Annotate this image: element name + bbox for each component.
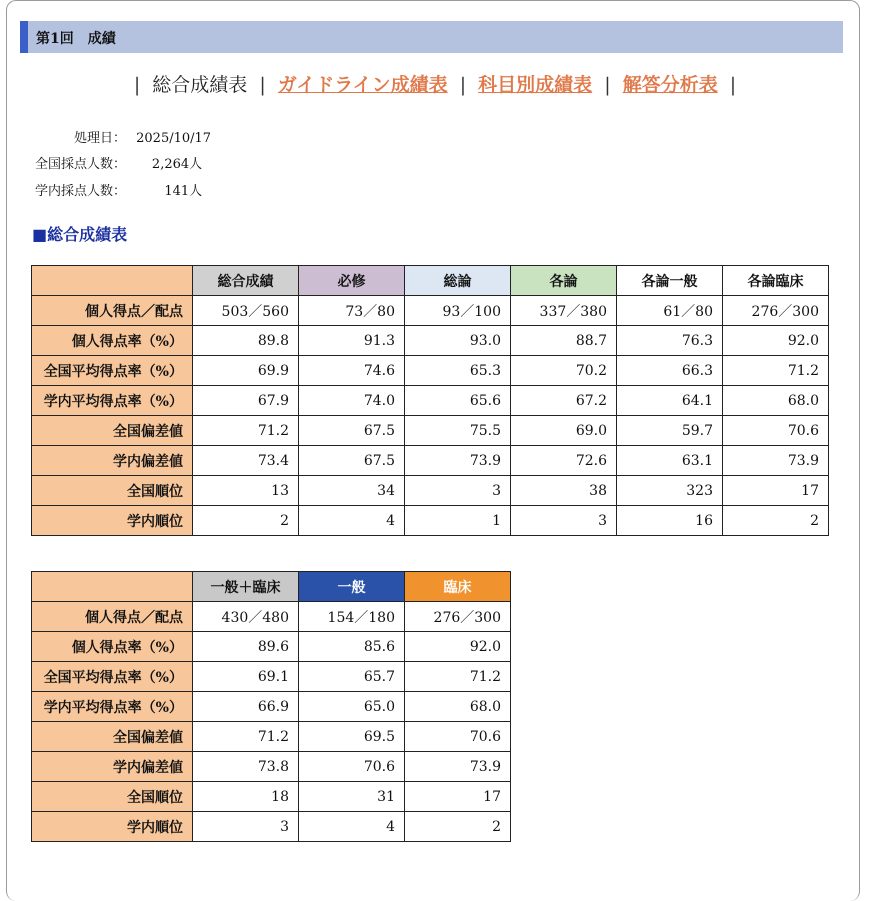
table-cell: 71.2 — [723, 356, 829, 386]
table-row — [32, 722, 511, 752]
table-cell: 66.3 — [617, 356, 723, 386]
table-cell: 89.8 — [193, 326, 299, 356]
table-row — [32, 812, 511, 842]
table-cell: 67.2 — [511, 386, 617, 416]
row-header: 全国偏差値 — [32, 722, 193, 752]
table-cell: 91.3 — [299, 326, 405, 356]
nav-separator: | — [459, 74, 467, 96]
column-header: 各論 — [511, 266, 617, 296]
table-cell: 17 — [723, 476, 829, 506]
row-header: 学内平均得点率（%） — [32, 386, 193, 416]
table-cell: 38 — [511, 476, 617, 506]
nav-link-answer-analysis[interactable]: 解答分析表 — [622, 74, 718, 96]
table-cell: 93.0 — [405, 326, 511, 356]
table-cell: 69.5 — [299, 722, 405, 752]
table-cell: 73.9 — [405, 752, 511, 782]
table-cell: 71.2 — [193, 722, 299, 752]
table-cell: 17 — [405, 782, 511, 812]
table-cell: 59.7 — [617, 416, 723, 446]
meta-national-label: 全国採点人数： — [34, 157, 126, 172]
meta-processed-label: 処理日： — [73, 131, 126, 146]
table-cell: 73.4 — [193, 446, 299, 476]
nav-separator: | — [133, 74, 141, 96]
row-header: 全国平均得点率（%） — [32, 356, 193, 386]
row-header: 個人得点率（%） — [32, 326, 193, 356]
table-cell: 65.3 — [405, 356, 511, 386]
column-header: 一般 — [299, 572, 405, 602]
table-cell: 93／100 — [405, 296, 511, 326]
table-cell: 154／180 — [299, 602, 405, 632]
table-row — [32, 662, 511, 692]
table-cell: 75.5 — [405, 416, 511, 446]
table-cell: 31 — [299, 782, 405, 812]
table-cell: 67.5 — [299, 416, 405, 446]
table-row — [32, 326, 829, 356]
table-cell: 2 — [193, 506, 299, 536]
table-cell: 2 — [405, 812, 511, 842]
table-cell: 2 — [723, 506, 829, 536]
table-row — [32, 476, 829, 506]
column-header: 各論一般 — [617, 266, 723, 296]
column-header: 各論臨床 — [723, 266, 829, 296]
table-corner-cell — [32, 266, 193, 296]
table-cell: 92.0 — [405, 632, 511, 662]
table-cell: 73.9 — [723, 446, 829, 476]
table-cell: 68.0 — [723, 386, 829, 416]
table-cell: 4 — [299, 506, 405, 536]
table-cell: 69.1 — [193, 662, 299, 692]
table-cell: 64.1 — [617, 386, 723, 416]
table-cell: 67.9 — [193, 386, 299, 416]
table-cell: 70.2 — [511, 356, 617, 386]
table-cell: 67.5 — [299, 446, 405, 476]
nav-current-total: 総合成績表 — [152, 74, 248, 96]
table-cell: 70.6 — [299, 752, 405, 782]
column-header: 総合成績 — [193, 266, 299, 296]
table-cell: 92.0 — [723, 326, 829, 356]
row-header: 全国平均得点率（%） — [32, 662, 193, 692]
meta-processed-value: 2025/10/17 — [136, 131, 212, 146]
table-row — [32, 632, 511, 662]
table-cell: 74.0 — [299, 386, 405, 416]
meta-national-row — [30, 153, 202, 172]
table-cell: 1 — [405, 506, 511, 536]
table-cell: 85.6 — [299, 632, 405, 662]
row-header: 個人得点／配点 — [32, 296, 193, 326]
table-cell: 34 — [299, 476, 405, 506]
table-corner-cell — [32, 572, 193, 602]
table-cell: 337／380 — [511, 296, 617, 326]
table-row — [32, 386, 829, 416]
table-cell: 61／80 — [617, 296, 723, 326]
row-header: 学内平均得点率（%） — [32, 692, 193, 722]
meta-national-value: 2,264人 — [151, 157, 203, 172]
table-cell: 13 — [193, 476, 299, 506]
column-header: 一般＋臨床 — [193, 572, 299, 602]
table-cell: 69.9 — [193, 356, 299, 386]
row-header: 全国順位 — [32, 782, 193, 812]
table-cell: 63.1 — [617, 446, 723, 476]
table-header-row — [32, 572, 511, 602]
row-header: 全国偏差値 — [32, 416, 193, 446]
table-cell: 3 — [405, 476, 511, 506]
table-row — [32, 602, 511, 632]
table-cell: 71.2 — [193, 416, 299, 446]
table-cell: 66.9 — [193, 692, 299, 722]
table-cell: 65.6 — [405, 386, 511, 416]
table-cell: 70.6 — [723, 416, 829, 446]
nav-separator: | — [259, 74, 266, 96]
column-header: 必修 — [299, 266, 405, 296]
table-cell: 3 — [193, 812, 299, 842]
table-cell: 74.6 — [299, 356, 405, 386]
table-cell: 72.6 — [511, 446, 617, 476]
table-row — [32, 782, 511, 812]
table-cell: 76.3 — [617, 326, 723, 356]
row-header: 個人得点率（%） — [32, 632, 193, 662]
table-cell: 70.6 — [405, 722, 511, 752]
overall-score-table — [31, 265, 829, 536]
table-row — [32, 416, 829, 446]
row-header: 学内偏差値 — [32, 752, 193, 782]
row-header: 全国順位 — [32, 476, 193, 506]
table-cell: 3 — [511, 506, 617, 536]
report-nav — [0, 70, 870, 97]
table-cell: 65.0 — [299, 692, 405, 722]
meta-school-label: 学内採点人数： — [34, 184, 126, 199]
table-row — [32, 356, 829, 386]
row-header: 個人得点／配点 — [32, 602, 193, 632]
table-cell: 89.6 — [193, 632, 299, 662]
table-header-row — [32, 266, 829, 296]
table-cell: 323 — [617, 476, 723, 506]
table-cell: 73／80 — [299, 296, 405, 326]
table-cell: 71.2 — [405, 662, 511, 692]
table-cell: 276／300 — [723, 296, 829, 326]
nav-link-subject[interactable]: 科目別成績表 — [478, 74, 593, 96]
table-row — [32, 506, 829, 536]
table-row — [32, 446, 829, 476]
meta-school-value: 141人 — [164, 184, 203, 199]
table-cell: 88.7 — [511, 326, 617, 356]
section-title: ■総合成績表 — [32, 225, 128, 244]
nav-separator: | — [604, 74, 611, 96]
table-cell: 73.8 — [193, 752, 299, 782]
table-cell: 65.7 — [299, 662, 405, 692]
table-cell: 276／300 — [405, 602, 511, 632]
table-row — [32, 752, 511, 782]
column-header: 総論 — [405, 266, 511, 296]
general-clinical-score-table — [31, 571, 511, 842]
row-header: 学内偏差値 — [32, 446, 193, 476]
row-header: 学内順位 — [32, 812, 193, 842]
page-title: 第1回 成績 — [36, 31, 116, 47]
table-row — [32, 296, 829, 326]
header-bar — [20, 21, 843, 53]
column-header: 臨床 — [405, 572, 511, 602]
table-cell: 73.9 — [405, 446, 511, 476]
table-cell: 430／480 — [193, 602, 299, 632]
meta-processed-row — [30, 127, 211, 146]
table-row — [32, 692, 511, 722]
table-cell: 69.0 — [511, 416, 617, 446]
row-header: 学内順位 — [32, 506, 193, 536]
nav-separator: | — [729, 74, 737, 96]
table-cell: 503／560 — [193, 296, 299, 326]
table-cell: 16 — [617, 506, 723, 536]
meta-school-row — [30, 180, 202, 199]
table-cell: 18 — [193, 782, 299, 812]
table-cell: 68.0 — [405, 692, 511, 722]
table-cell: 4 — [299, 812, 405, 842]
nav-link-guideline[interactable]: ガイドライン成績表 — [277, 74, 448, 96]
